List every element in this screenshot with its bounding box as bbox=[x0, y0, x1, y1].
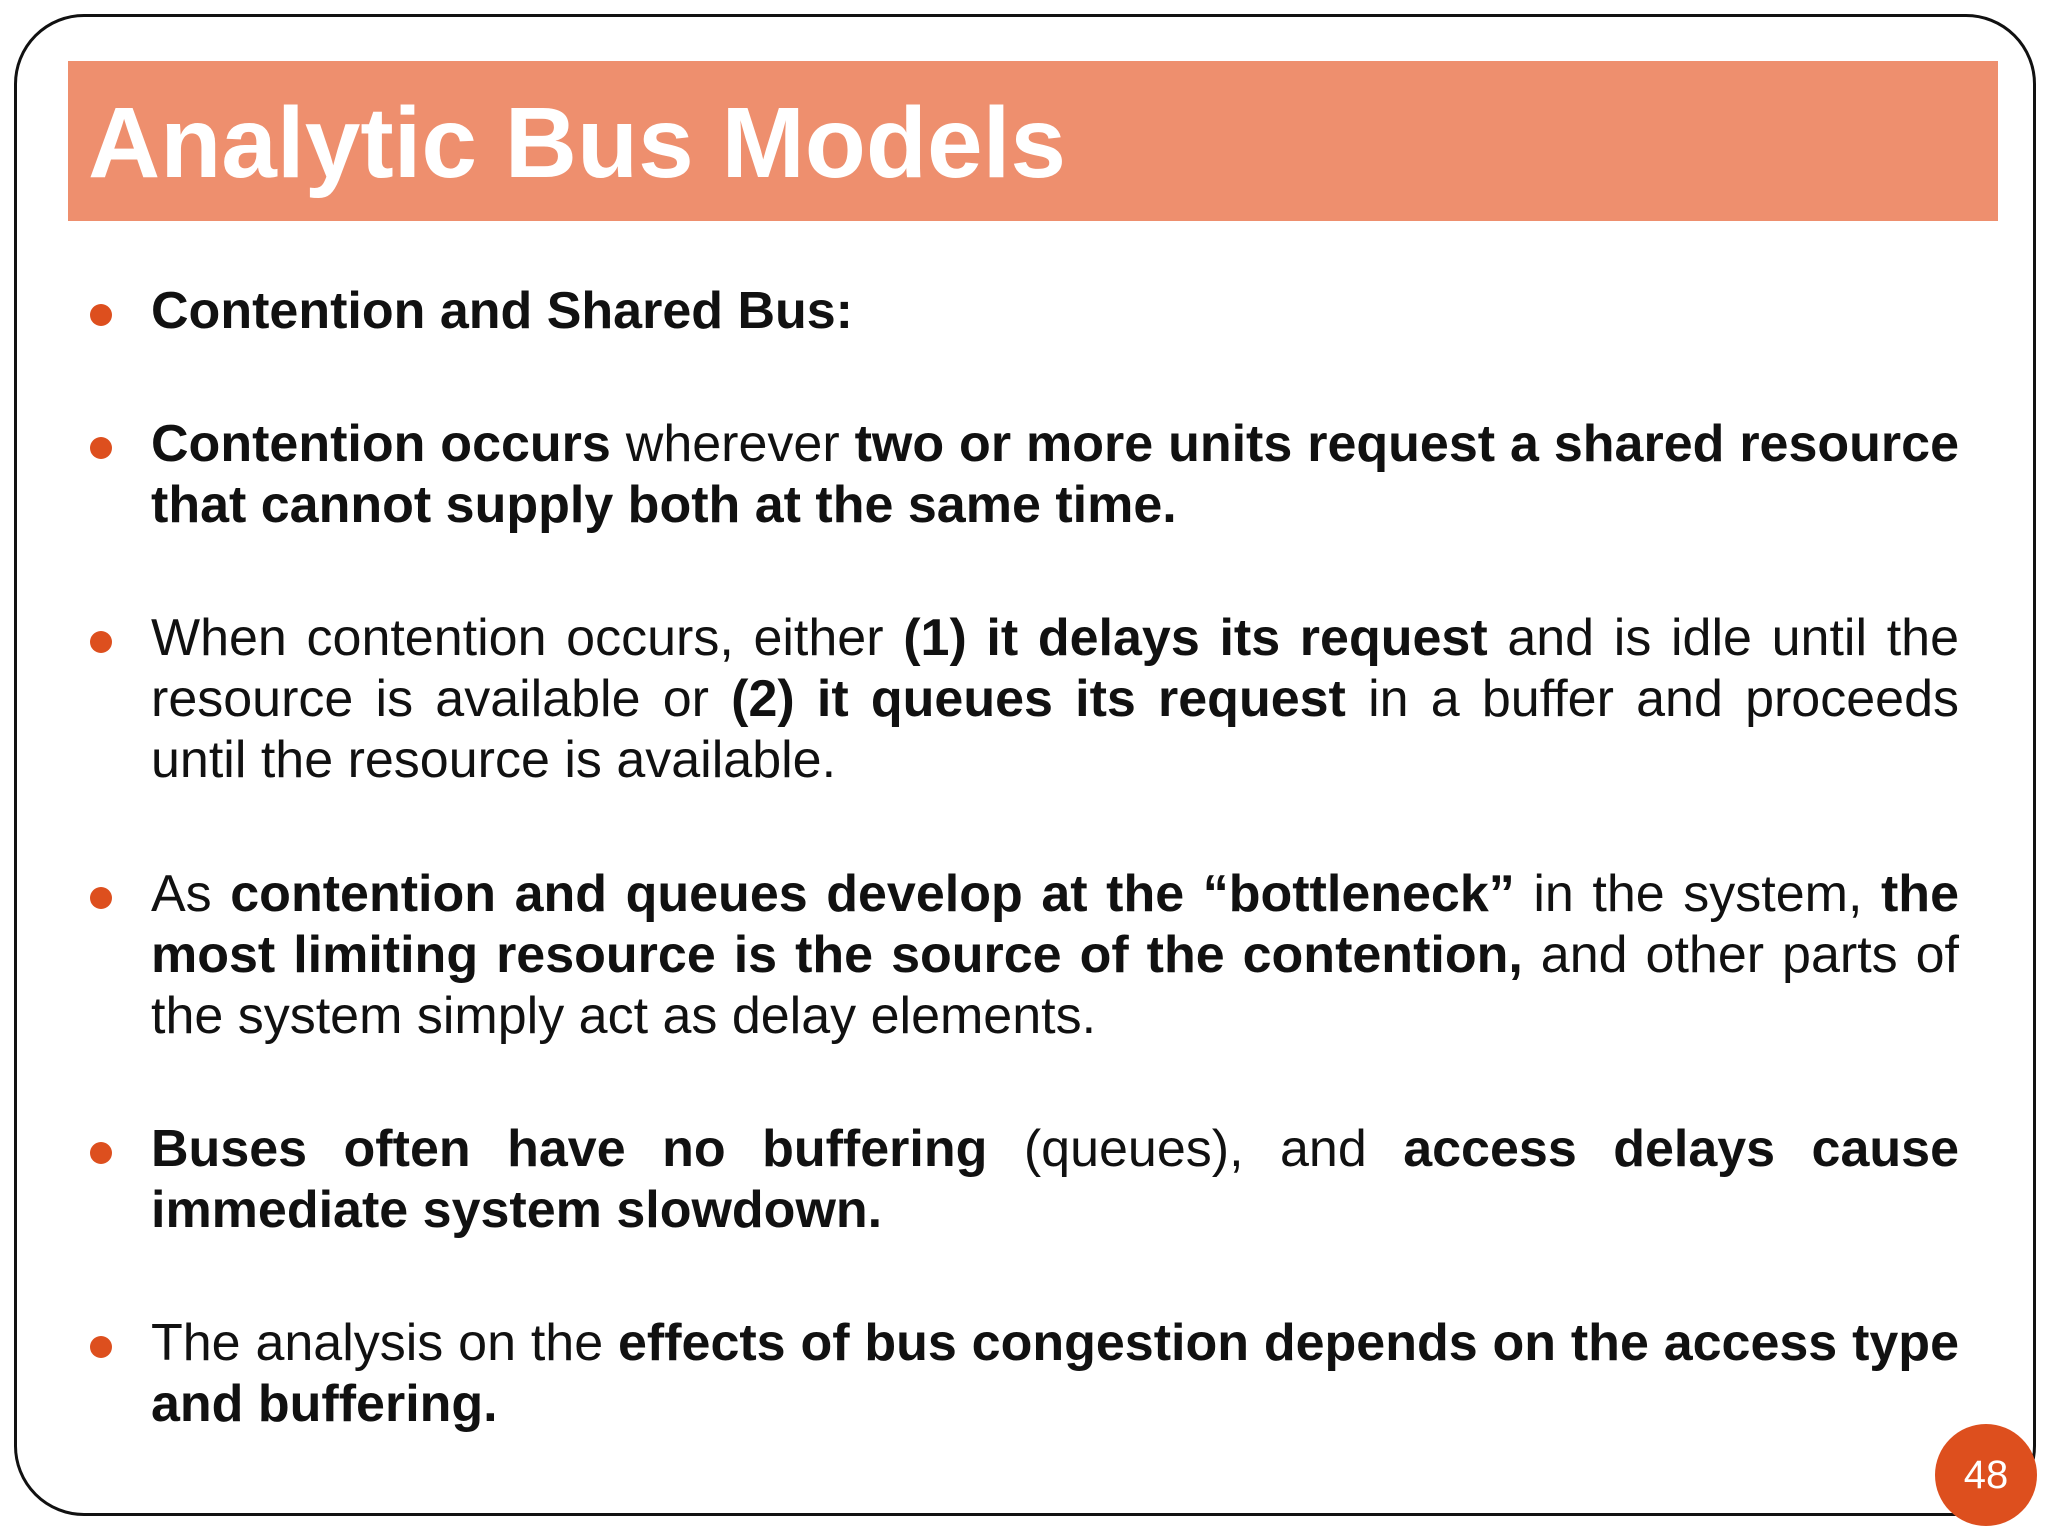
bullet-text-regular: When contention occurs, either bbox=[151, 609, 904, 667]
bullet-text-regular: and other parts of the system simply act as delay elements. bbox=[151, 926, 1959, 1045]
bullet-text bbox=[151, 608, 1959, 791]
bullet-text-regular: As bbox=[151, 865, 231, 923]
bullet-text bbox=[151, 864, 1959, 1047]
bullet-dot-icon bbox=[90, 437, 112, 459]
bullet-text-bold: Contention and Shared Bus: bbox=[151, 282, 853, 340]
bullet-dot-icon bbox=[90, 304, 112, 326]
bullet-text-bold: (2) it queues its request bbox=[731, 670, 1346, 728]
bullet-text-regular: wherever bbox=[610, 415, 855, 473]
page-number-badge: 48 bbox=[1935, 1424, 2037, 1526]
bullet-text bbox=[151, 1313, 1959, 1435]
bullet-text-bold: Buses often have no buffering bbox=[151, 1120, 988, 1178]
bullet-text-bold: (1) it delays its request bbox=[903, 609, 1488, 667]
bullet-text-bold: two or more units request a shared resource that cannot supply both at the same time. bbox=[151, 415, 1960, 534]
bullet-text-bold: access delays cause immediate system slowdown. bbox=[151, 1120, 1960, 1239]
bullet-dot-icon bbox=[90, 887, 112, 909]
bullet-dot-icon bbox=[90, 1142, 112, 1164]
bullet-text-bold: the most limiting resource is the source of the contention, bbox=[151, 865, 1959, 984]
bullet-text-regular: (queues), and bbox=[987, 1120, 1404, 1178]
bullet-dot-icon bbox=[90, 631, 112, 653]
bullet-text-bold: contention and queues develop at the “bottleneck” bbox=[230, 865, 1515, 923]
bullet-text-regular: in the system, bbox=[1514, 865, 1881, 923]
bullet-text bbox=[151, 281, 1959, 342]
bullet-text-regular: and is idle until the resource is available or bbox=[151, 609, 1959, 728]
bullet-dot-icon bbox=[90, 1336, 112, 1358]
bullet-text-regular: in a buffer and proceeds until the resource is available. bbox=[151, 670, 1959, 789]
bullet-text-bold: Contention occurs bbox=[151, 415, 611, 473]
bullet-text-regular: The analysis on the bbox=[151, 1314, 618, 1372]
slide-title: Analytic Bus Models bbox=[88, 87, 1066, 199]
bullet-text bbox=[151, 1119, 1959, 1241]
bullet-text-bold: effects of bus congestion depends on the access type and buffering. bbox=[151, 1314, 1959, 1433]
bullet-text bbox=[151, 414, 1959, 536]
